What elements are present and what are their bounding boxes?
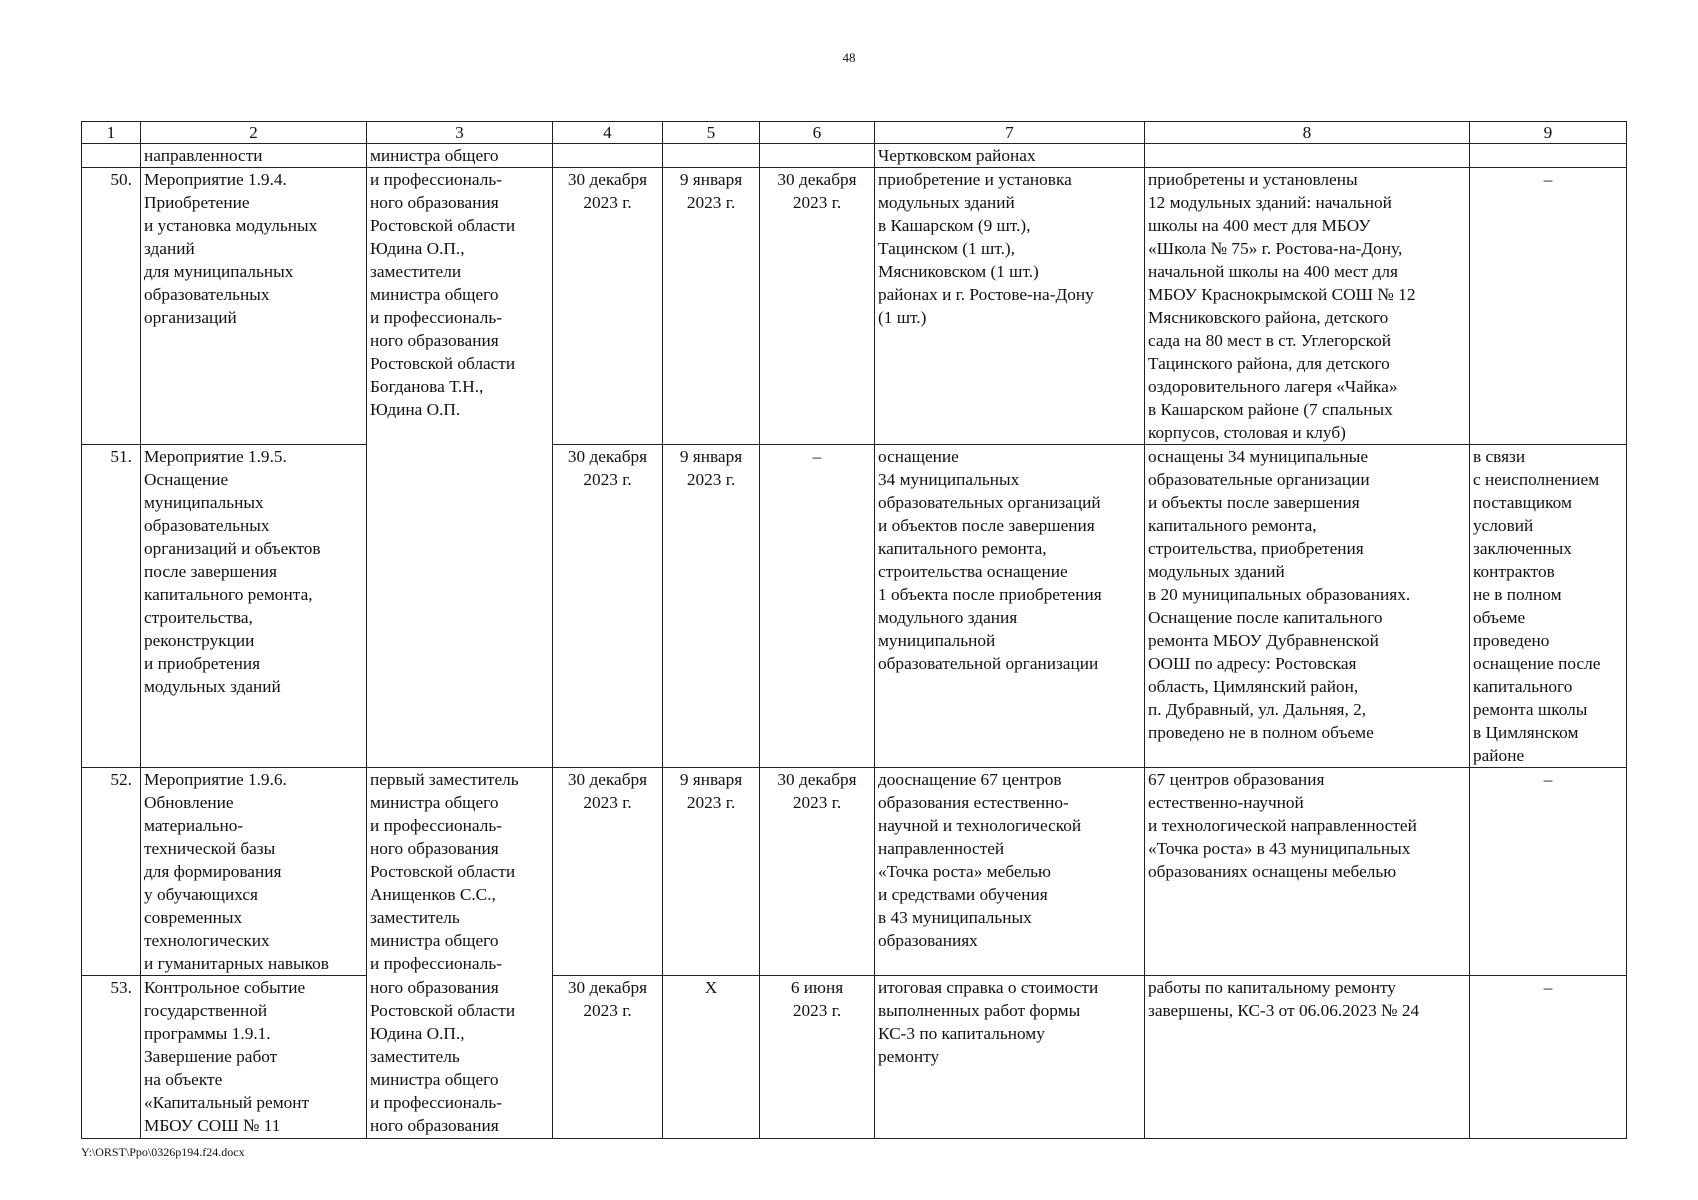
- note-cell: –: [1470, 168, 1627, 445]
- empty-cell: [82, 144, 141, 168]
- report-table: [81, 121, 1627, 1139]
- event-cell: Мероприятие 1.9.4. Приобретение и установка модульных зданий для муниципальных образовательных организаций: [141, 168, 367, 445]
- empty-cell: [1145, 144, 1470, 168]
- plan-date-cell: 30 декабря 2023 г.: [553, 168, 663, 445]
- empty-cell: [760, 144, 875, 168]
- page-number: 48: [842, 50, 856, 65]
- event-cell: Мероприятие 1.9.6. Обновление материально- технической базы для формирования у обучающихся современных технологических и гуманитарных навыков: [141, 768, 367, 976]
- carry-planned-result-text: Чертковском районах: [875, 144, 1145, 168]
- header-cell-3: 3: [367, 122, 553, 144]
- event-cell: Контрольное событие государственной программы 1.9.1. Завершение работ на объекте «Капитальный ремонт МБОУ СОШ № 11: [141, 976, 367, 1139]
- document-file-path: Y:\ORST\Ppo\0326p194.f24.docx: [81, 1145, 245, 1159]
- planned-result-cell: дооснащение 67 центров образования естественно- научной и технологической направленностей «Точка роста» мебелью и средствами обучения в 43 муниципальных образованиях: [875, 768, 1145, 976]
- column-number-header-row: [82, 122, 1627, 144]
- header-cell-1: 1: [82, 122, 141, 144]
- fact-date-cell: 30 декабря 2023 г.: [760, 168, 875, 445]
- planned-result-cell: оснащение 34 муниципальных образовательных организаций и объектов после завершения капитального ремонта, строительства оснащение 1 объекта после приобретения модульного здания муниципальной образовательной организации: [875, 445, 1145, 768]
- carry-over-row: [82, 144, 1627, 168]
- actual-result-cell: 67 центров образования естественно-научной и технологической направленностей «Точка роста» в 43 муниципальных образованиях оснащены мебелью: [1145, 768, 1470, 976]
- header-cell-5: 5: [663, 122, 760, 144]
- carry-responsible-text: министра общего: [367, 144, 553, 168]
- fact-date-cell: –: [760, 445, 875, 768]
- responsible-cell: первый заместитель министра общего и профессиональ- ного образования Ростовской области Анищенков С.С., заместитель министра общего и профессиональ-: [367, 768, 553, 976]
- row-number: 53.: [82, 976, 141, 1139]
- plan-date-cell: 30 декабря 2023 г.: [553, 768, 663, 976]
- header-cell-9: 9: [1470, 122, 1627, 144]
- table-row-51: [82, 445, 1627, 768]
- header-cell-6: 6: [760, 122, 875, 144]
- actual-result-cell: оснащены 34 муниципальные образовательные организации и объекты после завершения капитального ремонта, строительства, приобретения модульных зданий в 20 муниципальных образованиях. Оснащение после капитального ремонта МБОУ Дубравненской ООШ по адресу: Ростовская область, Цимлянский район, п. Дубравный, ул. Дальняя, 2, проведено не в полном объеме: [1145, 445, 1470, 768]
- fact-date-cell: 30 декабря 2023 г.: [760, 768, 875, 976]
- plan-date-cell: 30 декабря 2023 г.: [553, 445, 663, 768]
- actual-result-cell: работы по капитальному ремонту завершены, КС-3 от 06.06.2023 № 24: [1145, 976, 1470, 1139]
- header-cell-8: 8: [1145, 122, 1470, 144]
- row-number: 50.: [82, 168, 141, 445]
- start-date-cell: 9 января 2023 г.: [663, 445, 760, 768]
- table-row-50: [82, 168, 1627, 445]
- start-date-cell: 9 января 2023 г.: [663, 168, 760, 445]
- row-number: 51.: [82, 445, 141, 768]
- start-date-cell: 9 января 2023 г.: [663, 768, 760, 976]
- carry-event-text: направленности: [141, 144, 367, 168]
- fact-date-cell: 6 июня 2023 г.: [760, 976, 875, 1139]
- planned-result-cell: итоговая справка о стоимости выполненных работ формы КС-3 по капитальному ремонту: [875, 976, 1145, 1139]
- empty-cell: [663, 144, 760, 168]
- table-row-53: [82, 976, 1627, 1139]
- plan-date-cell: 30 декабря 2023 г.: [553, 976, 663, 1139]
- note-cell: –: [1470, 976, 1627, 1139]
- header-cell-4: 4: [553, 122, 663, 144]
- planned-result-cell: приобретение и установка модульных зданий в Кашарском (9 шт.), Тацинском (1 шт.), Мясниковском (1 шт.) районах и г. Ростове-на-Дону (1 шт.): [875, 168, 1145, 445]
- note-cell: –: [1470, 768, 1627, 976]
- empty-cell: [1470, 144, 1627, 168]
- event-cell: Мероприятие 1.9.5. Оснащение муниципальных образовательных организаций и объектов после завершения капитального ремонта, строительства, реконструкции и приобретения модульных зданий: [141, 445, 367, 768]
- header-cell-7: 7: [875, 122, 1145, 144]
- actual-result-cell: приобретены и установлены 12 модульных зданий: начальной школы на 400 мест для МБОУ «Школа № 75» г. Ростова-на-Дону, начальной школы на 400 мест для МБОУ Краснокрымской СОШ № 12 Мясниковского района, детского сада на 80 мест в ст. Углегорской Тацинского района, для детского оздоровительного лагеря «Чайка» в Кашарском районе (7 спальных корпусов, столовая и клуб): [1145, 168, 1470, 445]
- header-cell-2: 2: [141, 122, 367, 144]
- note-cell: в связи с неисполнением поставщиком условий заключенных контрактов не в полном объеме проведено оснащение после капитального ремонта школы в Цимлянском районе: [1470, 445, 1627, 768]
- responsible-cell: ного образования Ростовской области Юдина О.П., заместитель министра общего и профессиональ- ного образования: [367, 976, 553, 1139]
- empty-cell: [553, 144, 663, 168]
- responsible-cell: и профессиональ- ного образования Ростовской области Юдина О.П., заместители министра общего и профессиональ- ного образования Ростовской области Богданова Т.Н., Юдина О.П.: [367, 168, 553, 768]
- start-date-cell: Х: [663, 976, 760, 1139]
- table-row-52: [82, 768, 1627, 976]
- row-number: 52.: [82, 768, 141, 976]
